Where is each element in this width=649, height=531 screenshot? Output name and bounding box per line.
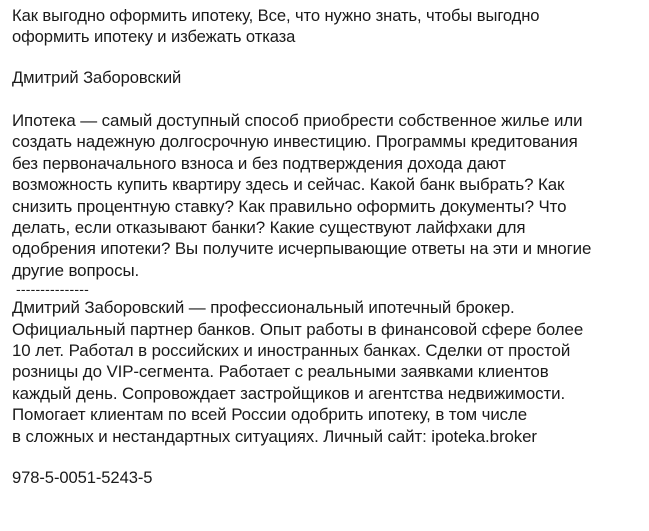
title-line: Как выгодно оформить ипотеку, Все, что нужно знать, чтобы выгодно: [12, 6, 540, 25]
bio-line: каждый день. Сопровождает застройщиков и агентства недвижимости.: [12, 383, 566, 403]
description-line: другие вопросы.: [12, 260, 140, 280]
title-line: оформить ипотеку и избежать отказа: [12, 26, 296, 46]
spacer: [12, 48, 642, 69]
description-line: создать надежную долгосрочную инвестицию. Программы кредитования: [12, 132, 578, 152]
description-line: снизить процентную ставку? Как правильно оформить документы? Что: [12, 196, 567, 216]
description-line: возможность купить квартиру здесь и сейчас. Какой банк выбрать? Как: [12, 175, 565, 195]
spacer: [12, 89, 642, 110]
bio-line: 10 лет. Работал в российских и иностранных банках. Сделки от простой: [12, 341, 571, 361]
spacer: [12, 447, 642, 468]
description-line: делать, если отказывают банки? Какие существуют лайфхаки для: [12, 218, 526, 238]
author-name: Дмитрий Заборовский: [12, 68, 182, 88]
bio-line: в сложных и нестандартных ситуациях. Личный сайт: ipoteka.broker: [12, 426, 537, 446]
isbn-number: 978-5-0051-5243-5: [12, 467, 153, 487]
description-line: одобрения ипотеки? Вы получите исчерпывающие ответы на эти и многие: [12, 239, 592, 259]
document-page: [12, 6, 642, 489]
bio-line: Помогает клиентам по всей России одобрить ипотеку, в том числе: [12, 405, 528, 425]
book-description: [12, 110, 642, 281]
bio-line: розницы до VIP-сегмента. Работает с реальными заявками клиентов: [12, 362, 549, 382]
bio-line: Официальный партнер банков. Опыт работы в финансовой сфере более: [12, 319, 584, 339]
description-line: без первоначального взноса и без подтверждения дохода дают: [12, 153, 506, 173]
description-line: Ипотека — самый доступный способ приобрести собственное жилье или: [12, 110, 583, 130]
section-separator: ---------------: [16, 281, 89, 298]
bio-line: Дмитрий Заборовский — профессиональный ипотечный брокер.: [12, 298, 515, 318]
book-title: [12, 6, 642, 48]
author-bio: [12, 297, 642, 447]
